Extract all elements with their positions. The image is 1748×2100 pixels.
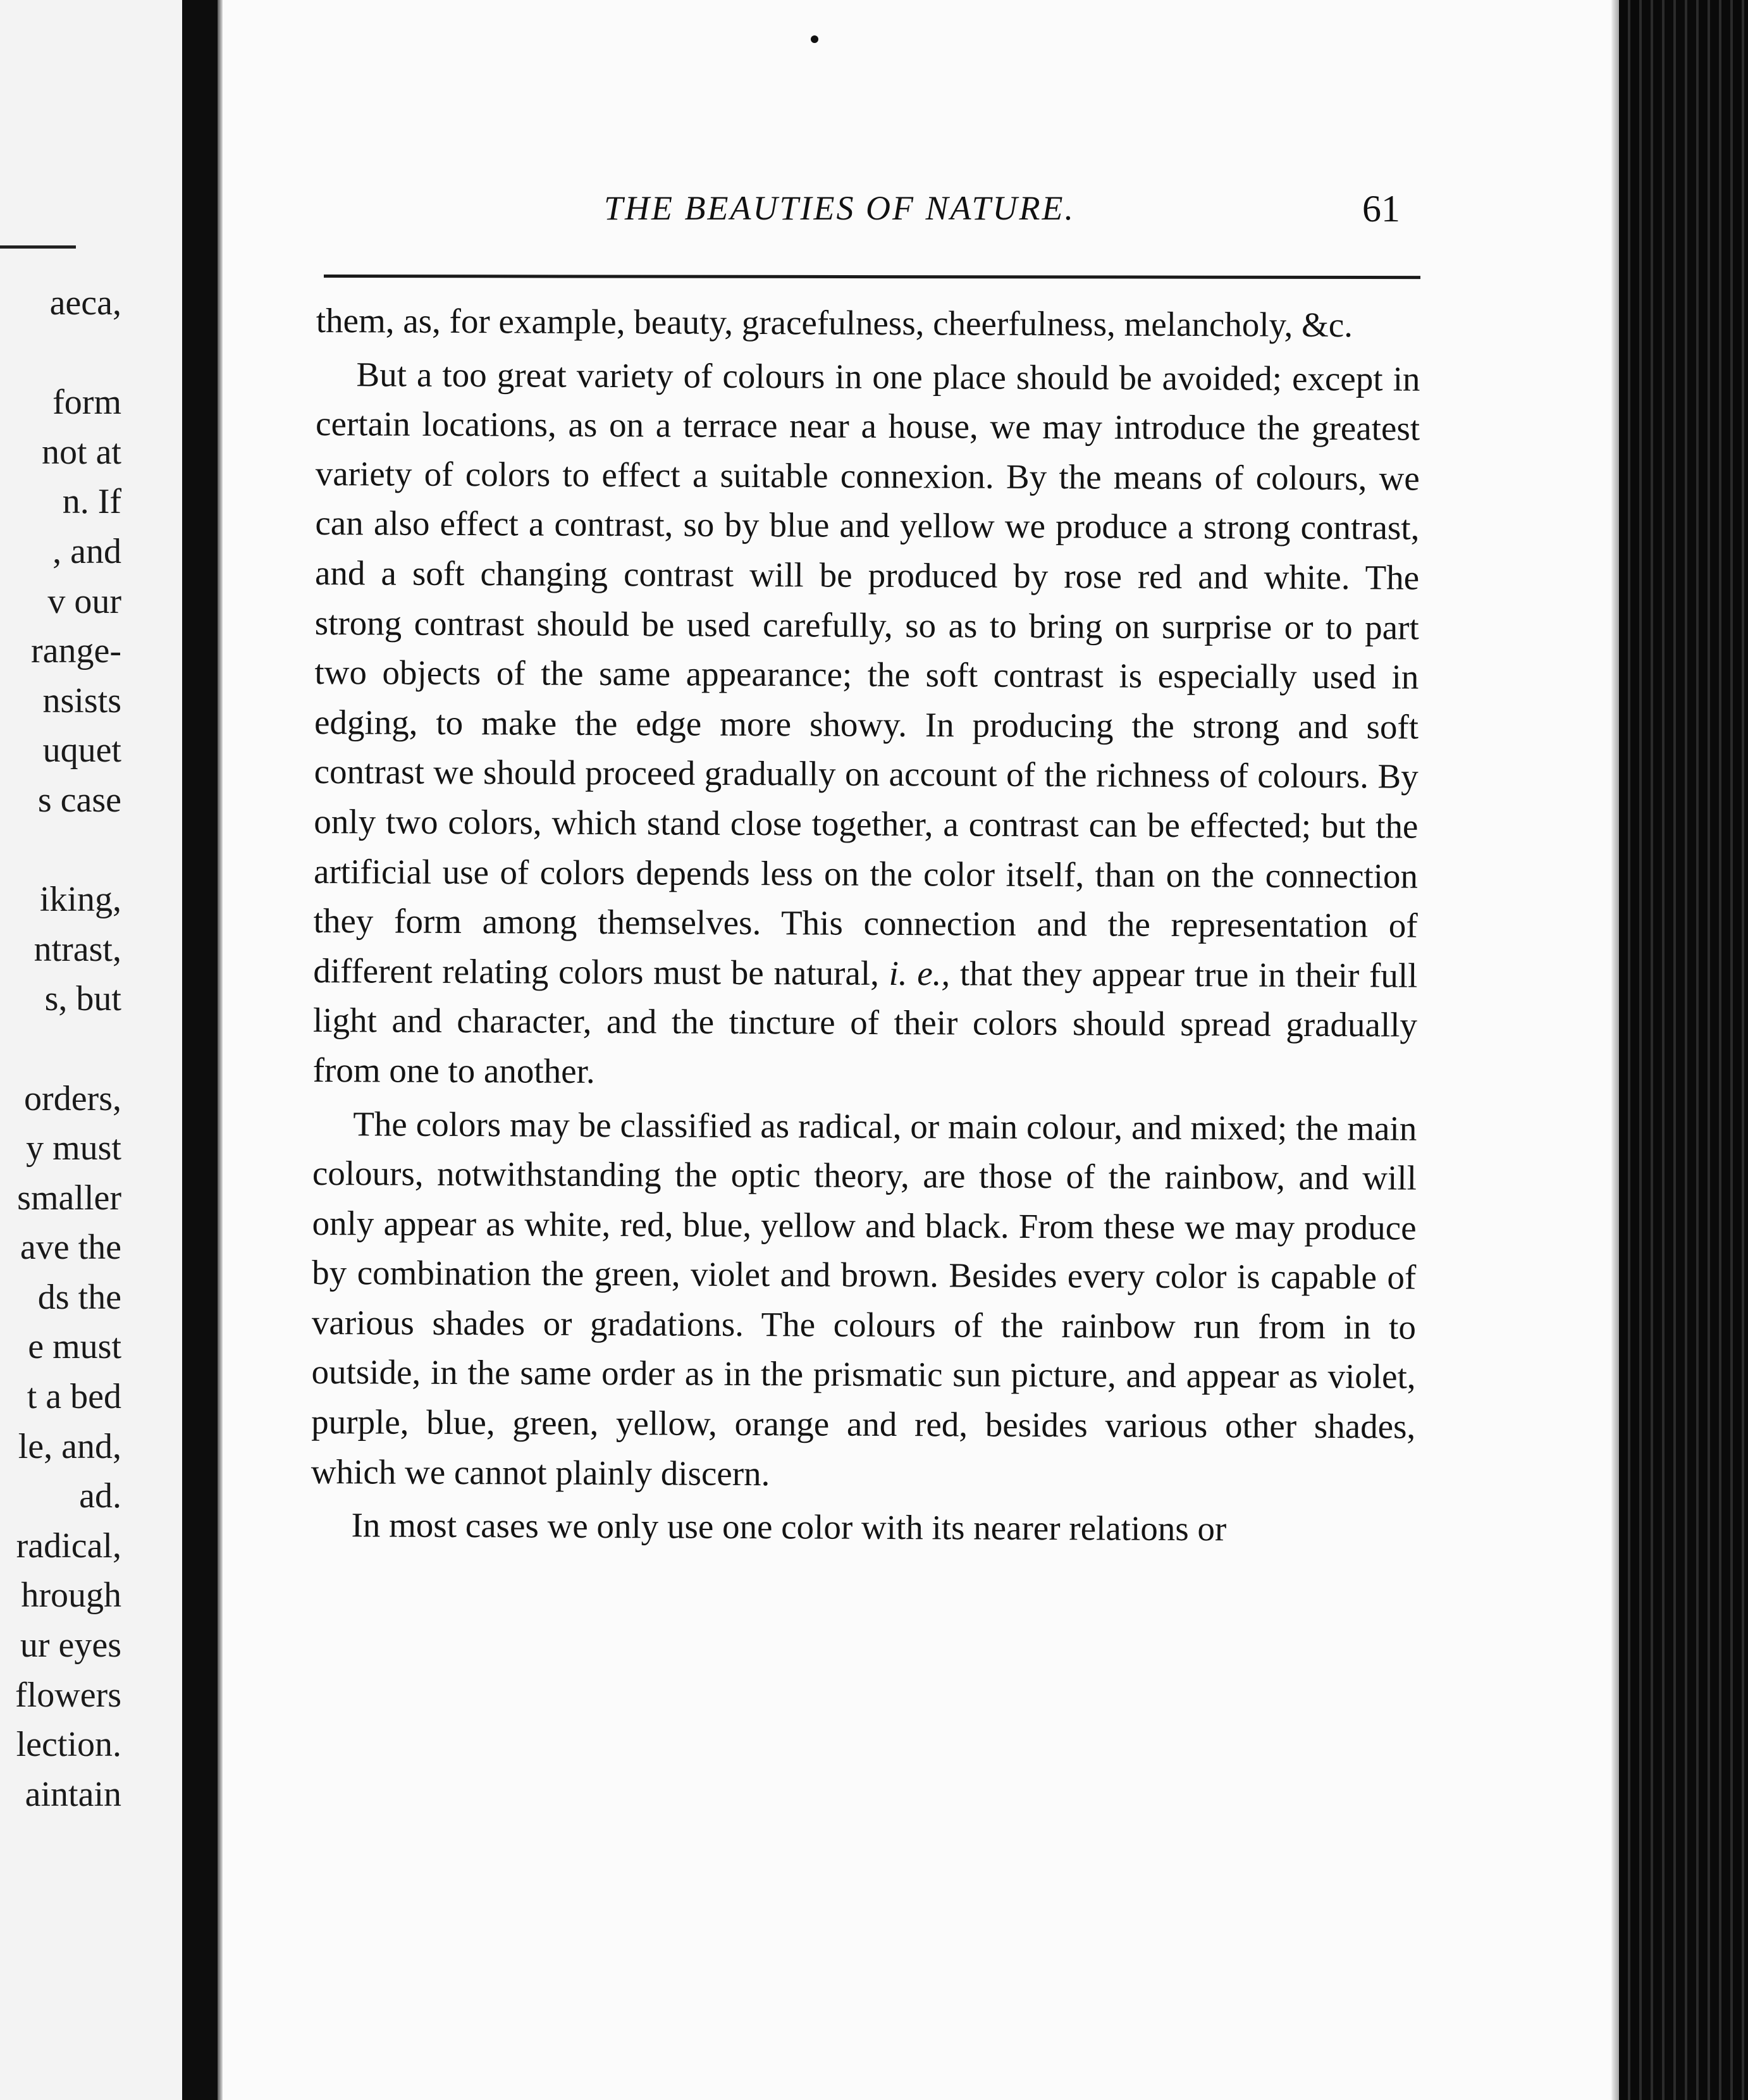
left-page-line: iking, — [39, 880, 121, 920]
left-page-line: ntrast, — [34, 929, 121, 969]
left-page-line: t a bed — [27, 1377, 121, 1417]
left-page-line — [0, 328, 121, 378]
left-page-line: y must — [26, 1128, 121, 1168]
ink-dot-mark — [811, 35, 818, 43]
paragraph-colour-classification: The colors may be classified as radical, or main colour, and mixed; the main colours, notwithstanding the optic theory, are those of the rainbow, and will only appear as white, red, blue, yellow and black. From these we may produce by combination the green, violet and brown. Besides every color is capable of various shades or gradations. The colours of the rainbow run from in to outside, in the same order as in the prismatic sun picture, and appear as violet, purple, blue, green, yellow, orange and red, besides various other shades, which we cannot plainly discern. — [311, 1104, 1417, 1493]
left-page-line — [0, 825, 121, 875]
left-page-fragment — [0, 0, 182, 2100]
paragraph-colour-variety-tail: that they appear true in their full light and character, and the tincture of their colors should spread gradually from one to another. — [312, 954, 1418, 1090]
left-page-line: lection. — [16, 1725, 121, 1765]
left-page-line: not at — [42, 432, 121, 472]
gutter-shadow — [218, 0, 223, 2100]
left-page-line: radical, — [16, 1526, 121, 1566]
book-gutter — [182, 0, 218, 2100]
left-page-line: nsists — [42, 681, 121, 720]
left-page-line: orders, — [24, 1078, 121, 1118]
left-page-line: hrough — [21, 1576, 121, 1615]
left-page-line: s case — [37, 780, 121, 820]
left-page-line: uquet — [42, 731, 121, 770]
left-page-line: s, but — [44, 979, 121, 1019]
left-page-rule — [0, 245, 76, 249]
left-page-line: ds the — [37, 1277, 121, 1317]
running-head: THE BEAUTIES OF NATURE. — [604, 189, 1075, 227]
left-page-line — [0, 1024, 121, 1074]
left-page-line: v our — [47, 581, 121, 621]
left-page-line: e must — [28, 1327, 121, 1367]
paragraph-continued: them, as, for example, beauty, gracefulness, cheerfulness, melancholy, &c. — [316, 300, 1353, 345]
left-page-line: flowers — [15, 1675, 121, 1715]
paragraph-most-cases: In most cases we only use one color with its nearer relations or — [351, 1505, 1227, 1548]
paragraph-colour-variety — [312, 350, 1420, 1101]
left-page-line: , and — [52, 531, 121, 571]
left-page-line: ur eyes — [20, 1626, 121, 1665]
page-number: 61 — [1362, 188, 1400, 230]
paragraph-colour-variety-text: But a too great variety of colours in one place should be avoided; except in certain locations, as on a terrace near a house, we may introduce the greatest variety of colors to effect a suitable connexion. By the means of colours, we can also effect a contrast, so by blue and yellow we produce a strong contrast, and a soft changing contrast will be produced by rose red and white. The strong contrast should be used carefully, so as to bring on surprise or to part two objects of the same appearance; the soft contrast is especially used in edging, to make the edge more showy. In producing the strong and soft contrast we should proceed gradually on account of the richness of colours. By only two colors, which stand close together, a contrast can be effected; but the artificial use of colors depends less on the color itself, than on the connection they form among themselves. This connection and the representation of different relating colors must be natural, — [313, 354, 1420, 992]
left-page-line: le, and, — [18, 1426, 121, 1466]
left-page-line: aeca, — [49, 283, 121, 323]
left-page-line: ave the — [20, 1228, 121, 1268]
book-fore-edge — [1619, 0, 1748, 2100]
page-body-text — [311, 296, 1420, 1555]
left-page-line: range- — [30, 631, 121, 671]
left-page-line: smaller — [17, 1178, 121, 1218]
left-page-line: form — [52, 383, 121, 423]
left-page-line-fragments — [0, 278, 121, 1819]
left-page-line: n. If — [62, 482, 121, 522]
left-page-line: ad. — [79, 1476, 121, 1516]
ie-abbreviation: i. e., — [889, 953, 951, 993]
left-page-line: aintain — [25, 1774, 121, 1814]
